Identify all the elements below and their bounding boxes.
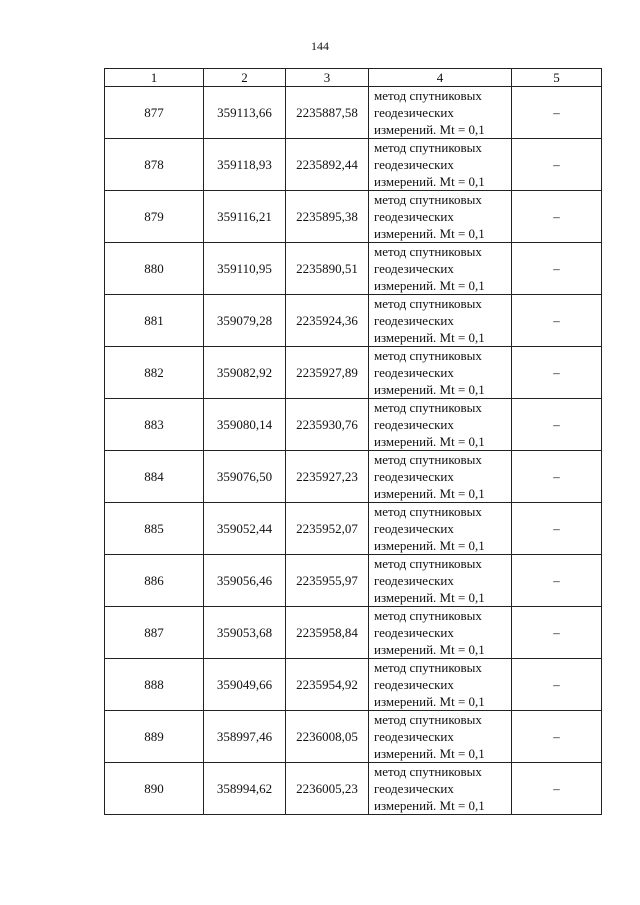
table-row bbox=[105, 711, 602, 763]
point-number-cell: 880 bbox=[105, 243, 204, 295]
point-number-cell: 881 bbox=[105, 295, 204, 347]
method-cell bbox=[369, 451, 512, 503]
note-cell: – bbox=[512, 555, 602, 607]
x-coordinate-cell: 359076,50 bbox=[204, 451, 286, 503]
point-number-cell: 878 bbox=[105, 139, 204, 191]
note-cell: – bbox=[512, 139, 602, 191]
x-coordinate-cell: 359082,92 bbox=[204, 347, 286, 399]
y-coordinate-cell: 2235924,36 bbox=[286, 295, 369, 347]
method-text-line: измерений. Mt = 0,1 bbox=[374, 538, 485, 553]
y-coordinate-cell: 2235930,76 bbox=[286, 399, 369, 451]
method-text-line: геодезических bbox=[374, 573, 454, 588]
method-text-line: геодезических bbox=[374, 261, 454, 276]
y-coordinate-cell: 2235927,89 bbox=[286, 347, 369, 399]
table-row bbox=[105, 503, 602, 555]
point-number-cell: 883 bbox=[105, 399, 204, 451]
column-header-1: 1 bbox=[105, 69, 204, 87]
method-text-line: измерений. Mt = 0,1 bbox=[374, 694, 485, 709]
method-cell bbox=[369, 191, 512, 243]
method-text-line: геодезических bbox=[374, 677, 454, 692]
table-body bbox=[105, 87, 602, 815]
method-text-line: измерений. Mt = 0,1 bbox=[374, 642, 485, 657]
method-text-line: геодезических bbox=[374, 417, 454, 432]
note-cell: – bbox=[512, 607, 602, 659]
y-coordinate-cell: 2235952,07 bbox=[286, 503, 369, 555]
method-text-line: измерений. Mt = 0,1 bbox=[374, 226, 485, 241]
method-text-line: метод спутниковых bbox=[374, 660, 482, 675]
point-number-cell: 882 bbox=[105, 347, 204, 399]
method-text-line: измерений. Mt = 0,1 bbox=[374, 122, 485, 137]
x-coordinate-cell: 359056,46 bbox=[204, 555, 286, 607]
method-text-line: геодезических bbox=[374, 625, 454, 640]
method-cell bbox=[369, 399, 512, 451]
note-cell: – bbox=[512, 763, 602, 815]
x-coordinate-cell: 359113,66 bbox=[204, 87, 286, 139]
method-text-line: геодезических bbox=[374, 729, 454, 744]
method-cell bbox=[369, 139, 512, 191]
y-coordinate-cell: 2235892,44 bbox=[286, 139, 369, 191]
note-cell: – bbox=[512, 295, 602, 347]
y-coordinate-cell: 2235887,58 bbox=[286, 87, 369, 139]
method-text-line: геодезических bbox=[374, 209, 454, 224]
table-row bbox=[105, 451, 602, 503]
point-number-cell: 884 bbox=[105, 451, 204, 503]
x-coordinate-cell: 359052,44 bbox=[204, 503, 286, 555]
y-coordinate-cell: 2235895,38 bbox=[286, 191, 369, 243]
table-row bbox=[105, 763, 602, 815]
method-text-line: измерений. Mt = 0,1 bbox=[374, 798, 485, 813]
point-number-cell: 887 bbox=[105, 607, 204, 659]
table-row bbox=[105, 399, 602, 451]
method-text-line: метод спутниковых bbox=[374, 712, 482, 727]
point-number-cell: 888 bbox=[105, 659, 204, 711]
method-cell bbox=[369, 347, 512, 399]
point-number-cell: 885 bbox=[105, 503, 204, 555]
method-text-line: измерений. Mt = 0,1 bbox=[374, 486, 485, 501]
point-number-cell: 879 bbox=[105, 191, 204, 243]
x-coordinate-cell: 359079,28 bbox=[204, 295, 286, 347]
method-text-line: метод спутниковых bbox=[374, 608, 482, 623]
method-text-line: метод спутниковых bbox=[374, 452, 482, 467]
method-cell bbox=[369, 243, 512, 295]
x-coordinate-cell: 358997,46 bbox=[204, 711, 286, 763]
note-cell: – bbox=[512, 659, 602, 711]
table-row bbox=[105, 659, 602, 711]
x-coordinate-cell: 359049,66 bbox=[204, 659, 286, 711]
column-header-2: 2 bbox=[204, 69, 286, 87]
column-header-3: 3 bbox=[286, 69, 369, 87]
y-coordinate-cell: 2235890,51 bbox=[286, 243, 369, 295]
method-cell bbox=[369, 711, 512, 763]
method-cell bbox=[369, 295, 512, 347]
note-cell: – bbox=[512, 503, 602, 555]
method-text-line: метод спутниковых bbox=[374, 348, 482, 363]
note-cell: – bbox=[512, 191, 602, 243]
table-row bbox=[105, 243, 602, 295]
note-cell: – bbox=[512, 243, 602, 295]
coordinates-table bbox=[104, 68, 602, 815]
method-text-line: измерений. Mt = 0,1 bbox=[374, 278, 485, 293]
method-text-line: метод спутниковых bbox=[374, 556, 482, 571]
note-cell: – bbox=[512, 347, 602, 399]
x-coordinate-cell: 359053,68 bbox=[204, 607, 286, 659]
method-text-line: измерений. Mt = 0,1 bbox=[374, 174, 485, 189]
y-coordinate-cell: 2236008,05 bbox=[286, 711, 369, 763]
method-text-line: геодезических bbox=[374, 781, 454, 796]
y-coordinate-cell: 2235955,97 bbox=[286, 555, 369, 607]
y-coordinate-cell: 2236005,23 bbox=[286, 763, 369, 815]
method-text-line: метод спутниковых bbox=[374, 764, 482, 779]
table-row bbox=[105, 607, 602, 659]
y-coordinate-cell: 2235958,84 bbox=[286, 607, 369, 659]
table-row bbox=[105, 87, 602, 139]
method-text-line: метод спутниковых bbox=[374, 400, 482, 415]
point-number-cell: 889 bbox=[105, 711, 204, 763]
method-cell bbox=[369, 87, 512, 139]
method-cell bbox=[369, 503, 512, 555]
x-coordinate-cell: 359116,21 bbox=[204, 191, 286, 243]
note-cell: – bbox=[512, 399, 602, 451]
column-header-5: 5 bbox=[512, 69, 602, 87]
y-coordinate-cell: 2235927,23 bbox=[286, 451, 369, 503]
column-header-4: 4 bbox=[369, 69, 512, 87]
table-row bbox=[105, 347, 602, 399]
method-text-line: геодезических bbox=[374, 157, 454, 172]
x-coordinate-cell: 358994,62 bbox=[204, 763, 286, 815]
x-coordinate-cell: 359110,95 bbox=[204, 243, 286, 295]
x-coordinate-cell: 359118,93 bbox=[204, 139, 286, 191]
method-text-line: измерений. Mt = 0,1 bbox=[374, 382, 485, 397]
method-text-line: геодезических bbox=[374, 365, 454, 380]
method-text-line: измерений. Mt = 0,1 bbox=[374, 746, 485, 761]
method-text-line: измерений. Mt = 0,1 bbox=[374, 330, 485, 345]
method-cell bbox=[369, 555, 512, 607]
method-text-line: метод спутниковых bbox=[374, 192, 482, 207]
method-text-line: метод спутниковых bbox=[374, 88, 482, 103]
method-text-line: геодезических bbox=[374, 105, 454, 120]
note-cell: – bbox=[512, 87, 602, 139]
method-text-line: измерений. Mt = 0,1 bbox=[374, 590, 485, 605]
table-row bbox=[105, 139, 602, 191]
table-row bbox=[105, 295, 602, 347]
method-text-line: метод спутниковых bbox=[374, 244, 482, 259]
y-coordinate-cell: 2235954,92 bbox=[286, 659, 369, 711]
point-number-cell: 890 bbox=[105, 763, 204, 815]
method-text-line: геодезических bbox=[374, 313, 454, 328]
method-text-line: метод спутниковых bbox=[374, 504, 482, 519]
point-number-cell: 877 bbox=[105, 87, 204, 139]
method-text-line: геодезических bbox=[374, 469, 454, 484]
method-cell bbox=[369, 659, 512, 711]
method-text-line: метод спутниковых bbox=[374, 140, 482, 155]
method-cell bbox=[369, 763, 512, 815]
note-cell: – bbox=[512, 711, 602, 763]
method-text-line: метод спутниковых bbox=[374, 296, 482, 311]
x-coordinate-cell: 359080,14 bbox=[204, 399, 286, 451]
method-text-line: измерений. Mt = 0,1 bbox=[374, 434, 485, 449]
method-text-line: геодезических bbox=[374, 521, 454, 536]
point-number-cell: 886 bbox=[105, 555, 204, 607]
table-row bbox=[105, 191, 602, 243]
page-number: 144 bbox=[311, 39, 329, 53]
table-row bbox=[105, 555, 602, 607]
note-cell: – bbox=[512, 451, 602, 503]
method-cell bbox=[369, 607, 512, 659]
table-header-row bbox=[105, 69, 602, 87]
